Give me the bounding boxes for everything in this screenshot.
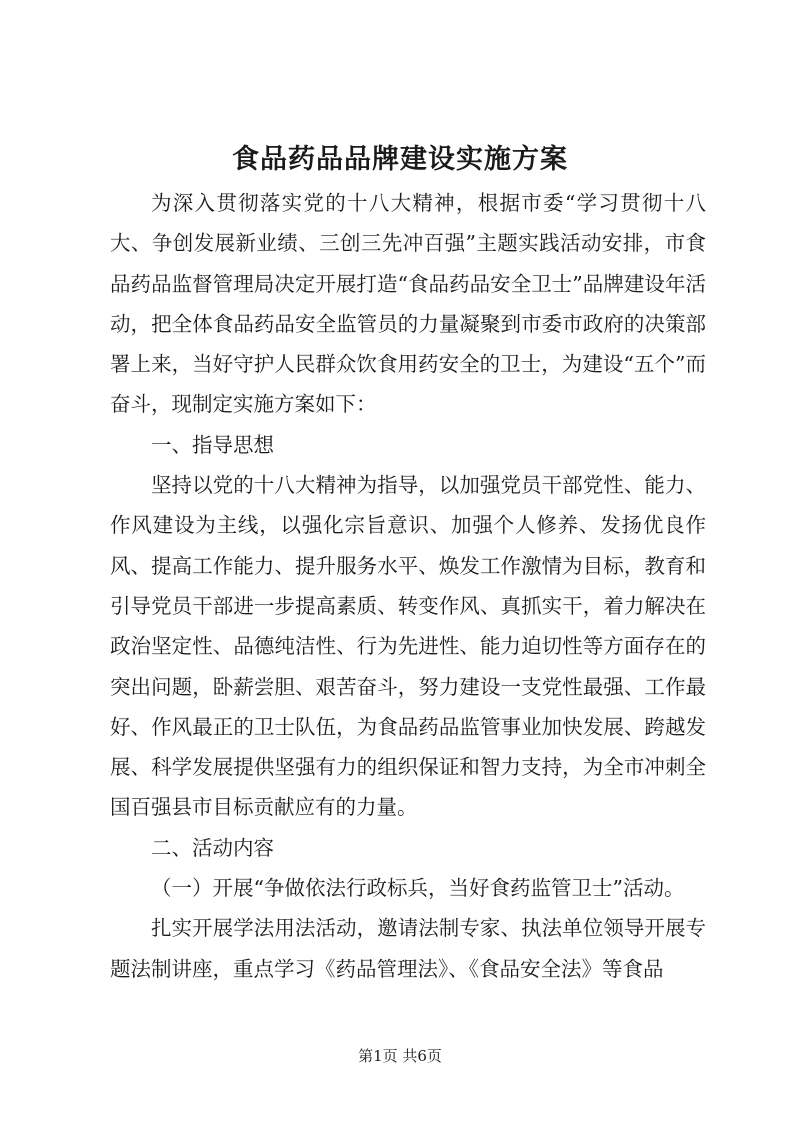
law-study-paragraph: 扎实开展学法用法活动，邀请法制专家、执法单位领导开展专题法制讲座，重点学习《药品管理法》、《食品安全法》等食品	[110, 916, 706, 981]
page-number: 第1页 共6页	[358, 1047, 442, 1065]
document-title: 食品药品品牌建设实施方案	[232, 144, 568, 175]
section-heading-activity-content: 二、活动内容	[151, 835, 274, 860]
intro-paragraph: 为深入贯彻落实党的十八大精神，根据市委“学习贯彻十八大、争创发展新业绩、三创三先冲百强”主题实践活动安排，市食品药品监督管理局决定开展打造“食品药品安全卫士”品牌建设年活动，把全体食品药品安全监管员的力量凝聚到市委市政府的决策部署上来，当好守护人民群众饮食用药安全的卫士，为建设“五个”而奋斗，现制定实施方案如下：	[110, 191, 706, 417]
document-body	[110, 183, 706, 989]
guiding-thought-paragraph: 坚持以党的十八大精神为指导，以加强党员干部党性、能力、作风建设为主线，以强化宗旨意识、加强个人修养、发扬优良作风、提高工作能力、提升服务水平、焕发工作激情为目标，教育和引导党员干部进一步提高素质、转变作风、真抓实干，着力解决在政治坚定性、品德纯洁性、行为先进性、能力迫切性等方面存在的突出问题，卧薪尝胆、艰苦奋斗，努力建设一支党性最强、工作最好、作风最正的卫士队伍，为食品药品监管事业加快发展、跨越发展、科学发展提供坚强有力的组织保证和智力支持，为全市冲刺全国百强县市目标贡献应有的力量。	[110, 473, 706, 820]
subsection-heading-law-enforcement: （一）开展“争做依法行政标兵，当好食药监管卫士”活动。	[151, 876, 685, 901]
section-heading-guiding-thought: 一、指导思想	[151, 432, 274, 457]
